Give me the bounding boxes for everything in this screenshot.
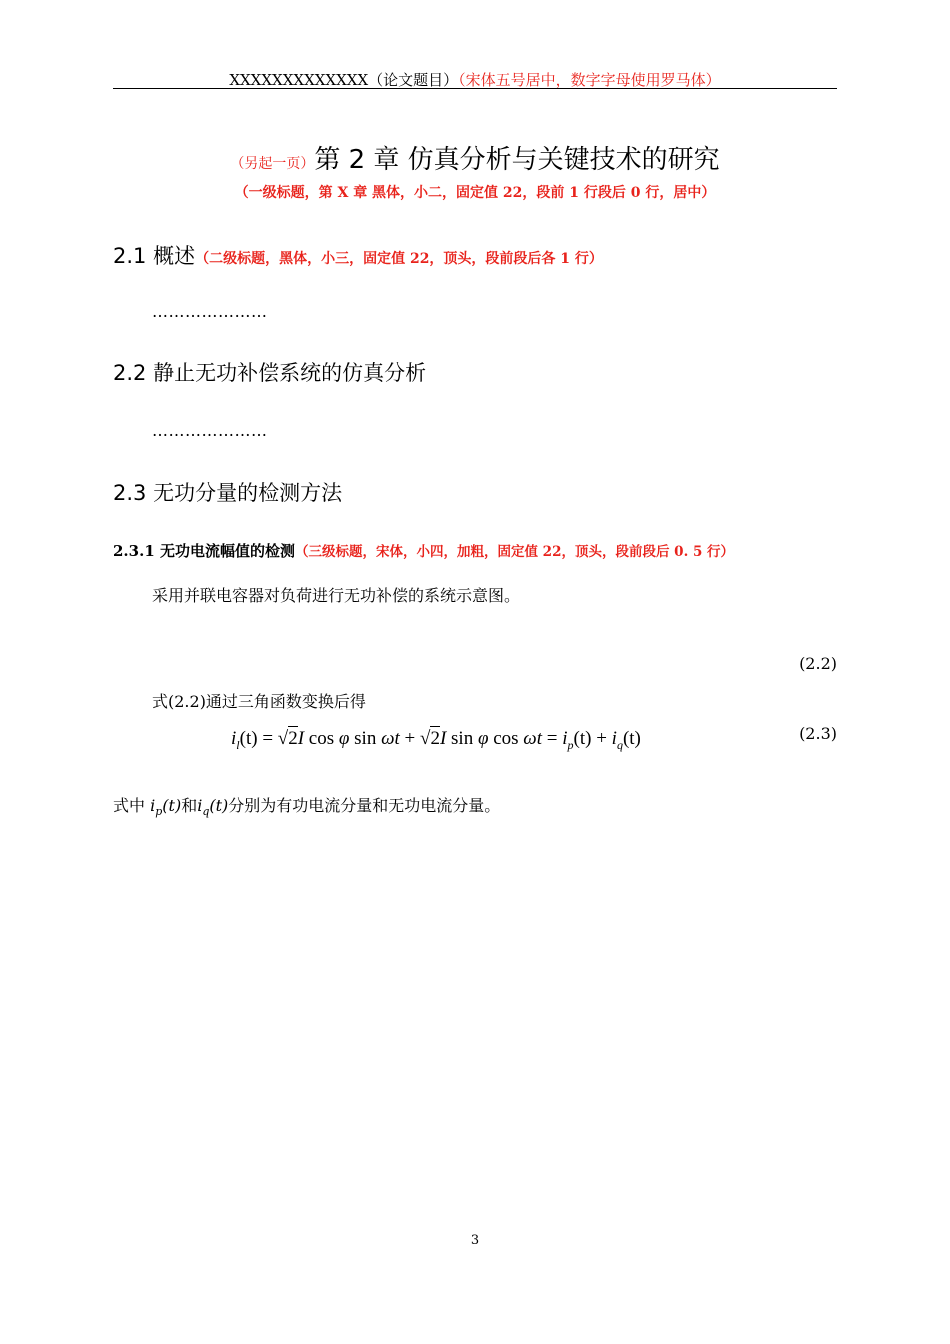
header-rule bbox=[113, 88, 837, 89]
page-number: 3 bbox=[470, 1233, 480, 1248]
running-header bbox=[0, 69, 950, 90]
chapter-title: 第 2 章 仿真分析与关键技术的研究 bbox=[314, 145, 720, 175]
section-note: （二级标题，黑体，小三，固定值 22，顶头，段前段后各 1 行） bbox=[195, 251, 603, 267]
subsection-note: （三级标题，宋体，小四，加粗，固定值 22，顶头，段前段后 0. 5 行） bbox=[294, 544, 735, 560]
section-title: 2.1 概述 bbox=[113, 244, 196, 268]
section-placeholder: ………………… bbox=[152, 302, 268, 321]
section-title: 2.2 静止无功补偿系统的仿真分析 bbox=[113, 361, 427, 385]
equation-number-2-3: (2.3) bbox=[799, 724, 837, 743]
chapter-note: （一级标题，第 X 章 黑体，小二，固定值 22，段前 1 行段后 0 行，居中） bbox=[234, 185, 716, 201]
section-title: 2.3 无功分量的检测方法 bbox=[113, 481, 343, 505]
sqrt-icon: √ bbox=[277, 728, 289, 749]
section-placeholder: ………………… bbox=[152, 421, 268, 440]
section-heading-2-1 bbox=[113, 240, 603, 270]
section-heading-2-3 bbox=[113, 477, 342, 507]
subsection-title: 2.3.1 无功电流幅值的检测 bbox=[113, 542, 295, 560]
body-paragraph: 式(2.2)通过三角函数变换后得 bbox=[152, 692, 366, 711]
chapter-prefix: （另起一页） bbox=[230, 156, 315, 172]
sqrt-icon: √ bbox=[420, 728, 431, 749]
body-paragraph: 采用并联电容器对负荷进行无功补偿的系统示意图。 bbox=[152, 586, 521, 605]
subsection-heading-2-3-1 bbox=[113, 540, 734, 561]
equation-2-3: $i_l(t) = √2I$ cos φ sin ωt + √2I sin φ $\cos \omega t = i_p(t) + i_q(t)$ bbox=[231, 728, 641, 752]
equation-number-2-2: (2.2) bbox=[799, 654, 837, 673]
header-title: XXXXXXXXXXXXX（论文题目） bbox=[229, 71, 459, 89]
conclusion-paragraph: 式中 $i_p(t)$和$i_q(t)$分别为有功电流分量和无功电流分量。 bbox=[113, 796, 501, 819]
header-note: （宋体五号居中，数字字母使用罗马体） bbox=[458, 71, 721, 89]
chapter-heading bbox=[0, 139, 950, 176]
section-heading-2-2 bbox=[113, 357, 426, 387]
